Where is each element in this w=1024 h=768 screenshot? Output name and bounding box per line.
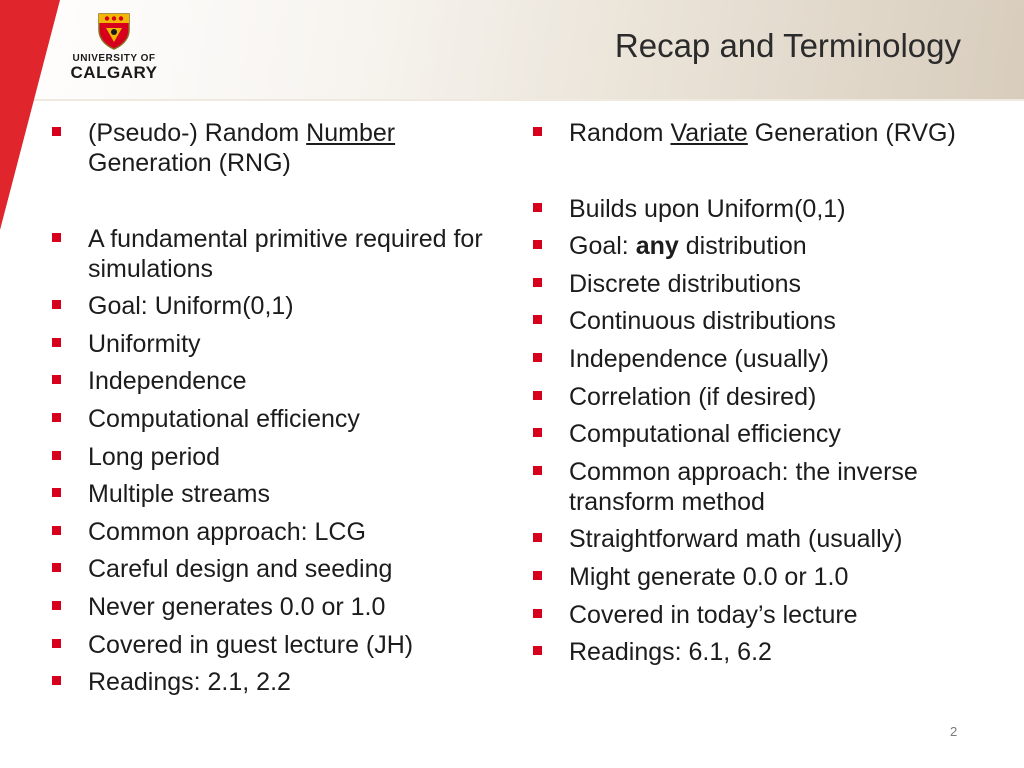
- red-accent-stripe: [0, 0, 60, 230]
- rvg-heading: Random Variate Generation (RVG): [533, 118, 993, 148]
- emphasis-any: any: [635, 232, 679, 261]
- rvg-heading-list: [533, 118, 993, 148]
- list-item: Readings: 6.1, 6.2: [533, 637, 993, 667]
- list-item: Long period: [52, 442, 492, 472]
- bullet-icon: [52, 300, 61, 309]
- bullet-icon: [52, 375, 61, 384]
- list-item: Readings: 2.1, 2.2: [52, 667, 492, 697]
- bullet-icon: [533, 203, 542, 212]
- rng-heading: (Pseudo-) Random Number Generation (RNG): [52, 118, 492, 178]
- bullet-icon: [533, 609, 542, 618]
- logo-calgary: CALGARY: [70, 63, 158, 82]
- list-item: Continuous distributions: [533, 306, 993, 336]
- list-item: Computational efficiency: [533, 419, 993, 449]
- bullet-icon: [52, 233, 61, 242]
- bullet-icon: [533, 353, 542, 362]
- page-number: 2: [950, 724, 958, 739]
- bullet-icon: [533, 315, 542, 324]
- bullet-icon: [533, 391, 542, 400]
- slide-title: Recap and Terminology: [614, 27, 961, 64]
- list-item: Goal: Uniform(0,1): [52, 291, 492, 321]
- bullet-icon: [52, 451, 61, 460]
- list-item: Independence: [52, 366, 492, 396]
- bullet-icon: [533, 571, 542, 580]
- bullet-icon: [533, 278, 542, 287]
- list-item: Independence (usually): [533, 344, 993, 374]
- list-item: Builds upon Uniform(0,1): [533, 194, 993, 224]
- list-item: Covered in guest lecture (JH): [52, 630, 492, 660]
- bullet-icon: [533, 127, 542, 136]
- list-item: Careful design and seeding: [52, 554, 492, 584]
- bullet-icon: [52, 526, 61, 535]
- list-item: Covered in today’s lecture: [533, 600, 993, 630]
- bullet-icon: [52, 639, 61, 648]
- bullet-icon: [533, 240, 542, 249]
- rng-bullet-list: [52, 224, 492, 698]
- list-item: Common approach: the inverse transform method: [533, 457, 993, 517]
- list-item: Correlation (if desired): [533, 382, 993, 412]
- list-item: Multiple streams: [52, 479, 492, 509]
- list-item: A fundamental primitive required for simulations: [52, 224, 492, 284]
- list-item: Might generate 0.0 or 1.0: [533, 562, 993, 592]
- rvg-bullet-list: [533, 194, 993, 668]
- bullet-icon: [52, 601, 61, 610]
- logo-university-of: UNIVERSITY OF: [72, 53, 156, 64]
- bullet-icon: [533, 466, 542, 475]
- bullet-icon: [52, 488, 61, 497]
- bullet-icon: [52, 413, 61, 422]
- rng-heading-list: [52, 118, 492, 178]
- list-item: Discrete distributions: [533, 269, 993, 299]
- list-item: Straightforward math (usually): [533, 524, 993, 554]
- bullet-icon: [533, 646, 542, 655]
- university-logo: [62, 12, 166, 90]
- underlined-variate: Variate: [670, 119, 748, 147]
- left-column-rng: [52, 118, 492, 705]
- crest-icon: [97, 12, 131, 50]
- list-item: Uniformity: [52, 329, 492, 359]
- list-item: Common approach: LCG: [52, 517, 492, 547]
- list-item: Computational efficiency: [52, 404, 492, 434]
- bullet-icon: [533, 533, 542, 542]
- right-column-rvg: [533, 118, 993, 675]
- list-item: Never generates 0.0 or 1.0: [52, 592, 492, 622]
- bullet-icon: [533, 428, 542, 437]
- underlined-number: Number: [306, 119, 396, 147]
- list-item-goal: Goal: any distribution: [533, 231, 993, 261]
- bullet-icon: [52, 563, 61, 572]
- bullet-icon: [52, 676, 61, 685]
- bullet-icon: [52, 338, 61, 347]
